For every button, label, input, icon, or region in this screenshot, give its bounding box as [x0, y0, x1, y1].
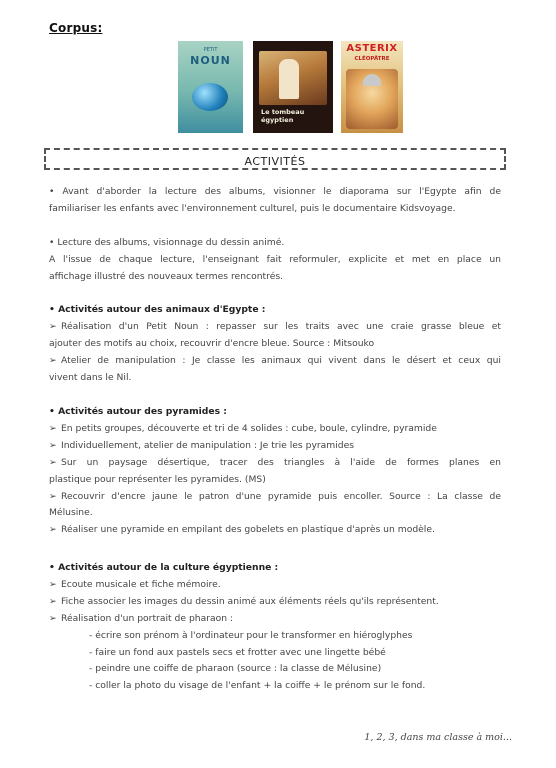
helmet-illustration [363, 74, 381, 86]
list-item: ➢ Fiche associer les images du dessin animé aux éléments réels qu'ils représentent. [49, 594, 501, 611]
arrow-bullet-icon: ➢ [49, 422, 57, 434]
activites-heading: ACTIVITÉS [244, 155, 306, 168]
text-line: affichage illustré des nouveaux termes rencontrés. [49, 270, 284, 282]
cover-subtitle: CLÉOPÂTRE [354, 56, 390, 62]
book-covers [0, 41, 556, 133]
blog-signature: 1, 2, 3, dans ma classe à moi... [364, 732, 512, 743]
corpus-title: Corpus: [49, 21, 103, 35]
arrow-bullet-icon: ➢ [49, 578, 57, 590]
cover-small-text: PETIT [203, 47, 218, 53]
sub-list-item: - faire un fond aux pastels secs et frotter avec une lingette bébé [89, 646, 386, 658]
asterix-cleopatre-cover-image [341, 41, 403, 133]
pharaoh-figure [279, 59, 299, 99]
cover-title: ASTERIX [346, 43, 398, 54]
sub-list-item: - peindre une coiffe de pharaon (source : la classe de Mélusine) [89, 663, 382, 675]
petit-noun-cover-image [178, 41, 243, 133]
hippo-illustration [192, 83, 228, 111]
text-line: A l'issue de chaque lecture, l'enseignant fait reformuler, explicite et met en place un [49, 253, 501, 265]
reading-paragraph [49, 235, 501, 286]
list-item: ➢ Sur un paysage désertique, tracer des triangles à l'aide de formes planes en [49, 455, 501, 472]
tombeau-egyptien-cover-image [253, 41, 333, 133]
list-item-continuation: ajouter des motifs au choix, recouvrir d'encre bleue. Source : Mitsouko [49, 337, 375, 349]
arrow-bullet-icon: ➢ [49, 320, 57, 332]
arrow-bullet-icon: ➢ [49, 354, 57, 366]
activites-heading-box [44, 148, 506, 170]
text-line: • Lecture des albums, visionnage du dessin animé. [49, 237, 285, 248]
list-item: ➢ Réalisation d'un portrait de pharaon : [49, 611, 501, 628]
cover-title: Le tombeau égyptien [261, 108, 305, 124]
section-pyramides [49, 404, 501, 539]
text-line: • Avant d'aborder la lecture des albums, visionner le diaporama sur l'Egypte afin de [49, 186, 501, 197]
list-item: ➢ Réalisation d'un Petit Noun : repasser sur les traits avec une craie grasse bleue et [49, 319, 501, 336]
section-culture [49, 560, 501, 695]
section-animaux [49, 302, 501, 387]
list-item-continuation: vivent dans le Nil. [49, 371, 132, 383]
list-item: ➢ Recouvrir d'encre jaune le patron d'une pyramide puis encoller. Source : La classe de [49, 489, 501, 506]
arrow-bullet-icon: ➢ [49, 595, 57, 607]
arrow-bullet-icon: ➢ [49, 456, 57, 468]
section-heading: • Activités autour des animaux d'Egypte : [49, 304, 266, 315]
arrow-bullet-icon: ➢ [49, 490, 57, 502]
arrow-bullet-icon: ➢ [49, 612, 57, 624]
list-item: ➢ Individuellement, atelier de manipulation : Je trie les pyramides [49, 438, 501, 455]
list-item: ➢ Atelier de manipulation : Je classe les animaux qui vivent dans le désert et ceux qui [49, 353, 501, 370]
section-heading: • Activités autour de la culture égyptienne : [49, 562, 279, 573]
sub-list-item: - écrire son prénom à l'ordinateur pour le transformer en hiéroglyphes [89, 629, 413, 641]
list-item: ➢ Réaliser une pyramide en empilant des gobelets en plastique d'après un modèle. [49, 522, 501, 539]
cover-title: NOUN [190, 54, 231, 67]
arrow-bullet-icon: ➢ [49, 524, 57, 536]
list-item: ➢ Ecoute musicale et fiche mémoire. [49, 577, 501, 594]
intro-paragraph [49, 184, 501, 218]
list-item-continuation: plastique pour représenter les pyramides. (MS) [49, 473, 266, 485]
section-heading: • Activités autour des pyramides : [49, 406, 227, 417]
arrow-bullet-icon: ➢ [49, 439, 57, 451]
sub-list-item: - coller la photo du visage de l'enfant + la coiffe + le prénom sur le fond. [89, 680, 426, 692]
list-item-continuation: Mélusine. [49, 507, 93, 519]
text-line: familiariser les enfants avec l'environnement culturel, puis le documentaire Kidsvoyage. [49, 202, 456, 214]
list-item: ➢ En petits groupes, découverte et tri de 4 solides : cube, boule, cylindre, pyramide [49, 421, 501, 438]
